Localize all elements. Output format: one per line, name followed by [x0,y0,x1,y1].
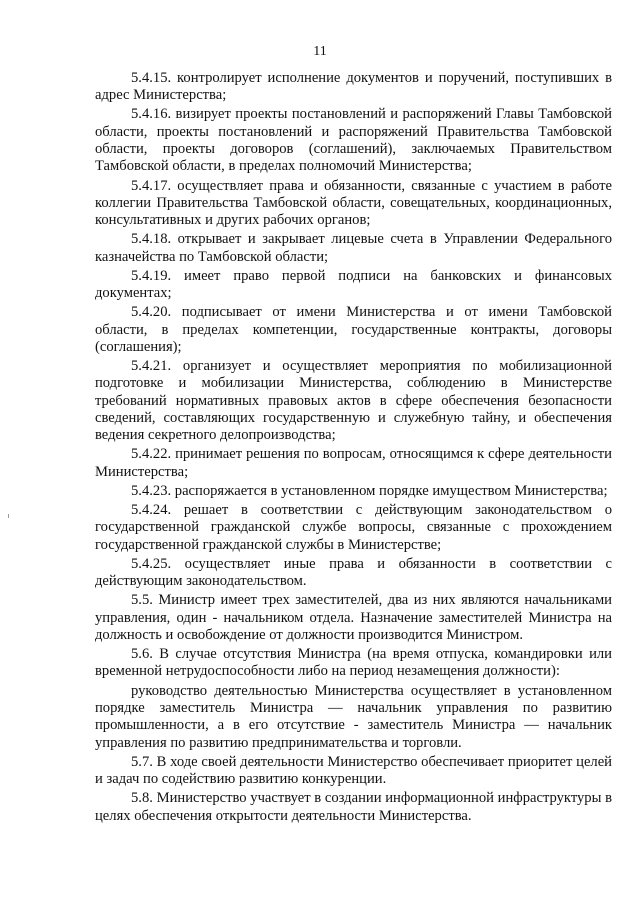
paragraph-5-5: 5.5. Министр имеет трех заместителей, два из них являются начальниками управления, один - начальником отдела. Назначение заместителей Министра на должность и освобождение от должности производится Министром. [95,592,612,643]
paragraph-5-4-17: 5.4.17. осуществляет права и обязанности, связанные с участием в работе коллегии Правительства Тамбовской области, совещательных, координационных, консультативных и других рабочих органов; [95,177,612,229]
paragraph-5-4-16: 5.4.16. визирует проекты постановлений и распоряжений Главы Тамбовской области, проекты постановлений и распоряжений Правительства Тамбовской области, проекты договоров (соглашений), заключаемых Правительством Тамбовской области, в пределах полномочий Министерства; [95,106,612,175]
document-body [95,70,612,827]
margin-mark [8,514,9,518]
page-number: 11 [313,44,327,59]
paragraph-5-4-24: 5.4.24. решает в соответствии с действующим законодательством о государственной гражданской службе вопросы, связанные с прохождением государственной гражданской службы в Министерстве; [95,502,612,553]
paragraph-5-4-18: 5.4.18. открывает и закрывает лицевые счета в Управлении Федерального казначейства по Тамбовской области; [95,231,612,265]
paragraph-5-4-19: 5.4.19. имеет право первой подписи на банковских и финансовых документах; [95,267,612,302]
paragraph-5-7: 5.7. В ходе своей деятельности Министерство обеспечивает приоритет целей и задач по содействию развитию конкуренции. [95,753,612,788]
paragraph-5-4-21: 5.4.21. организует и осуществляет мероприятия по мобилизационной подготовке и мобилизации Министерства, соблюдению в Министерстве требований нормативных правовых актов в сфере обеспечения безопасности сведений, составляющих государственную и служебную тайну, и обеспечения ведения секретного делопроизводства; [95,358,612,444]
paragraph-5-4-23: 5.4.23. распоряжается в установленном порядке имуществом Министерства; [131,482,608,499]
paragraph-5-4-22: 5.4.22. принимает решения по вопросам, относящимся к сфере деятельности Министерства; [95,446,612,480]
paragraph-5-4-15: 5.4.15. контролирует исполнение документов и поручений, поступивших в адрес Министерства; [95,70,612,104]
paragraph-5-6-continuation: руководство деятельностью Министерства осуществляет в установленном порядке заместитель Министра — начальник управления по развитию промышленности, а в его отсутствие - заместитель Министра — начальник управления по развитию предпринимательства и торговли. [95,682,612,751]
paragraph-5-4-25: 5.4.25. осуществляет иные права и обязанности в соответствии с действующим законодательством. [95,555,612,590]
paragraph-5-6: 5.6. В случае отсутствия Министра (на время отпуска, командировки или временной нетрудоспособности либо на период незамещения должности): [95,646,612,680]
paragraph-5-8: 5.8. Министерство участвует в создании информационной инфраструктуры в целях обеспечения открытости деятельности Министерства. [95,790,612,824]
paragraph-5-4-20: 5.4.20. подписывает от имени Министерства и от имени Тамбовской области, в пределах компетенции, государственные контракты, договоры (соглашения); [95,304,612,355]
